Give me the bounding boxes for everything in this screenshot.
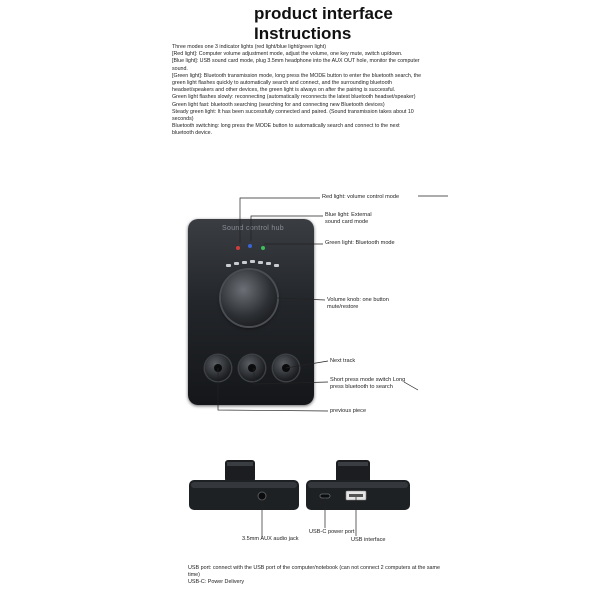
callout-green-light: Green light: Bluetooth mode (325, 240, 395, 246)
instruction-line: Three modes one 3 indicator lights (red light/blue light/green light) (172, 44, 326, 50)
footer-line: USB-C: Power Delivery (188, 579, 245, 586)
aux-jack-label: 3.5mm AUX audio jack (242, 536, 299, 542)
usb-c-label: USB-C power port (309, 529, 355, 535)
instruction-line: Steady green light: It has been successfully connected and paired. (Sound transmission takes about 10 seconds) (172, 108, 414, 123)
instruction-line: Bluetooth switching: long press the MODE button to automatically search and connect to the next bluetooth device. (172, 123, 400, 137)
instruction-line: Green light fast: bluetooth searching (searching for and connecting new Bluetooth devices) (172, 101, 385, 108)
instruction-line: [Green light]: Bluetooth transmission mode, long press the MODE button to enter the bluetooth search, the green light flashes quickly to automatically search and connect, and the surrounding bluetooth headset/speakers and other devices, the green light is always on after the pairing is successful. (172, 72, 422, 94)
instruction-line: Green light flashes slowly: reconnecting (automatically reconnects the latest bluetooth headset/speaker) (172, 94, 416, 101)
callout-previous-piece: previous piece (330, 408, 367, 414)
footer-notes (188, 565, 448, 587)
callout-blue-light: Blue light: External sound card mode (325, 212, 372, 225)
title-line-2: Instructions (254, 24, 352, 43)
instruction-line: [Red light]: Computer volume adjustment mode, adjust the volume, one key mute, switch up/down. (172, 51, 403, 58)
instruction-line: [Blue light]: USB sound card mode, plug 3.5mm headphone into the AUX OUT hole, monitor the computer sound. (172, 58, 420, 72)
footer-line: USB port: connect with the USB port of the computer/notebook (can not connect 2 computers at the same time) (188, 565, 440, 579)
title-line-1: product interface (254, 4, 393, 23)
callout-next-track: Next track (330, 358, 356, 364)
callout-volume-knob: Volume knob: one button mute/restore (327, 297, 389, 310)
callout-mode-switch: Short press mode switch Long press bluetooth to search (330, 377, 406, 390)
callout-red-light: Red light: volume control mode (322, 194, 400, 200)
usb-label: USB interface (351, 537, 386, 543)
device-label: Sound control hub (222, 225, 284, 232)
